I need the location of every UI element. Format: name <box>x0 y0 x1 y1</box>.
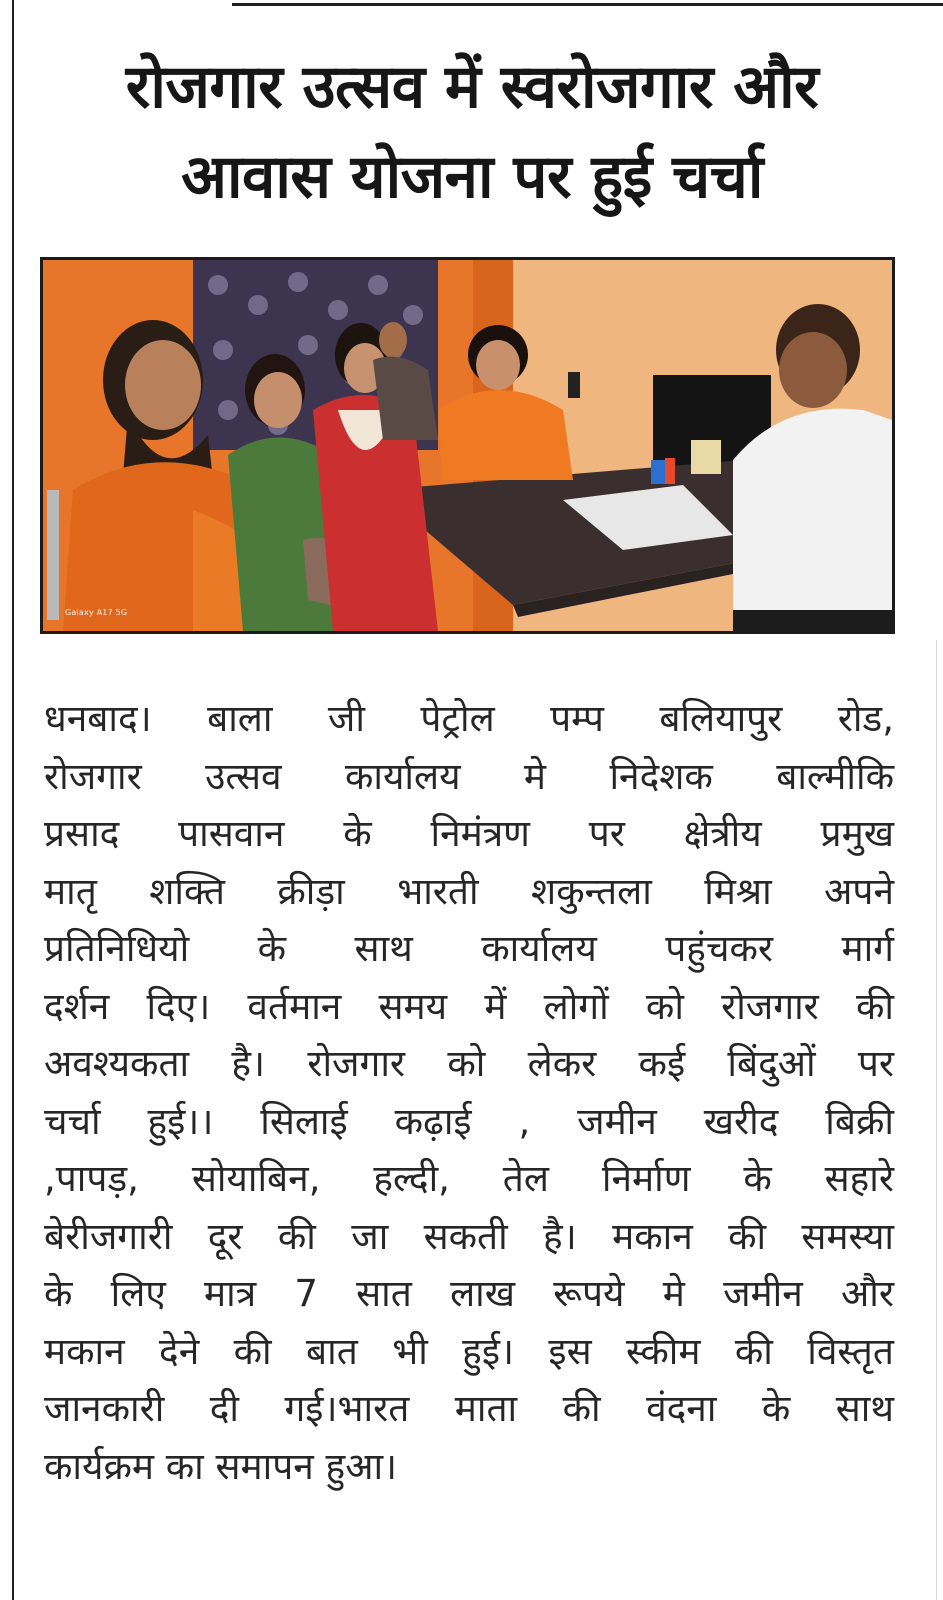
article-line: मकान देने की बात भी हुई। इस स्कीम की विस्तृत <box>44 1329 894 1373</box>
article-line: के लिए मात्र 7 सात लाख रूपये मे जमीन और <box>44 1272 894 1315</box>
headline-line-2: आवास योजना पर हुई चर्चा <box>181 142 763 212</box>
article-line: चर्चा हुई।। सिलाई कढ़ाई , जमीन खरीद बिक्री <box>44 1099 894 1143</box>
article-line: अवश्यकता है। रोजगार को लेकर कई बिंदुओं पर <box>44 1042 894 1085</box>
article-body <box>44 690 894 1495</box>
article-line: ,पापड़, सोयाबिन, हल्दी, तेल निर्माण के सहारे <box>44 1157 894 1200</box>
top-column-rule <box>232 3 943 6</box>
camera-watermark: Galaxy A17 5G <box>65 608 128 617</box>
headline <box>30 42 914 222</box>
article-line: धनबाद। बाला जी पेट्रोल पम्प बलियापुर रोड, <box>44 697 894 740</box>
article-line: दर्शन दिए। वर्तमान समय में लोगों को रोजगार की <box>44 984 894 1028</box>
photo-illustration <box>43 260 892 631</box>
article-line: रोजगार उत्सव कार्यालय मे निदेशक बाल्मीकि <box>44 754 894 798</box>
article-line: प्रसाद पासवान के निमंत्रण पर क्षेत्रीय प्रमुख <box>44 812 894 855</box>
right-column-rule <box>936 640 937 1600</box>
news-photo <box>40 257 895 634</box>
headline-line-1: रोजगार उत्सव में स्वरोजगार और <box>125 52 819 122</box>
article-line: कार्यक्रम का समापन हुआ। <box>44 1444 398 1488</box>
article-line: बेरीजगारी दूर की जा सकती है। मकान की समस्या <box>44 1214 894 1258</box>
article-line: मातृ शक्ति क्रीड़ा भारती शकुन्तला मिश्रा अपने <box>44 869 894 913</box>
article-line: प्रतिनिधियो के साथ कार्यालय पहुंचकर मार्ग <box>44 927 894 970</box>
left-column-rule <box>12 0 14 1600</box>
article-line: जानकारी दी गई।भारत माता की वंदना के साथ <box>44 1387 894 1430</box>
